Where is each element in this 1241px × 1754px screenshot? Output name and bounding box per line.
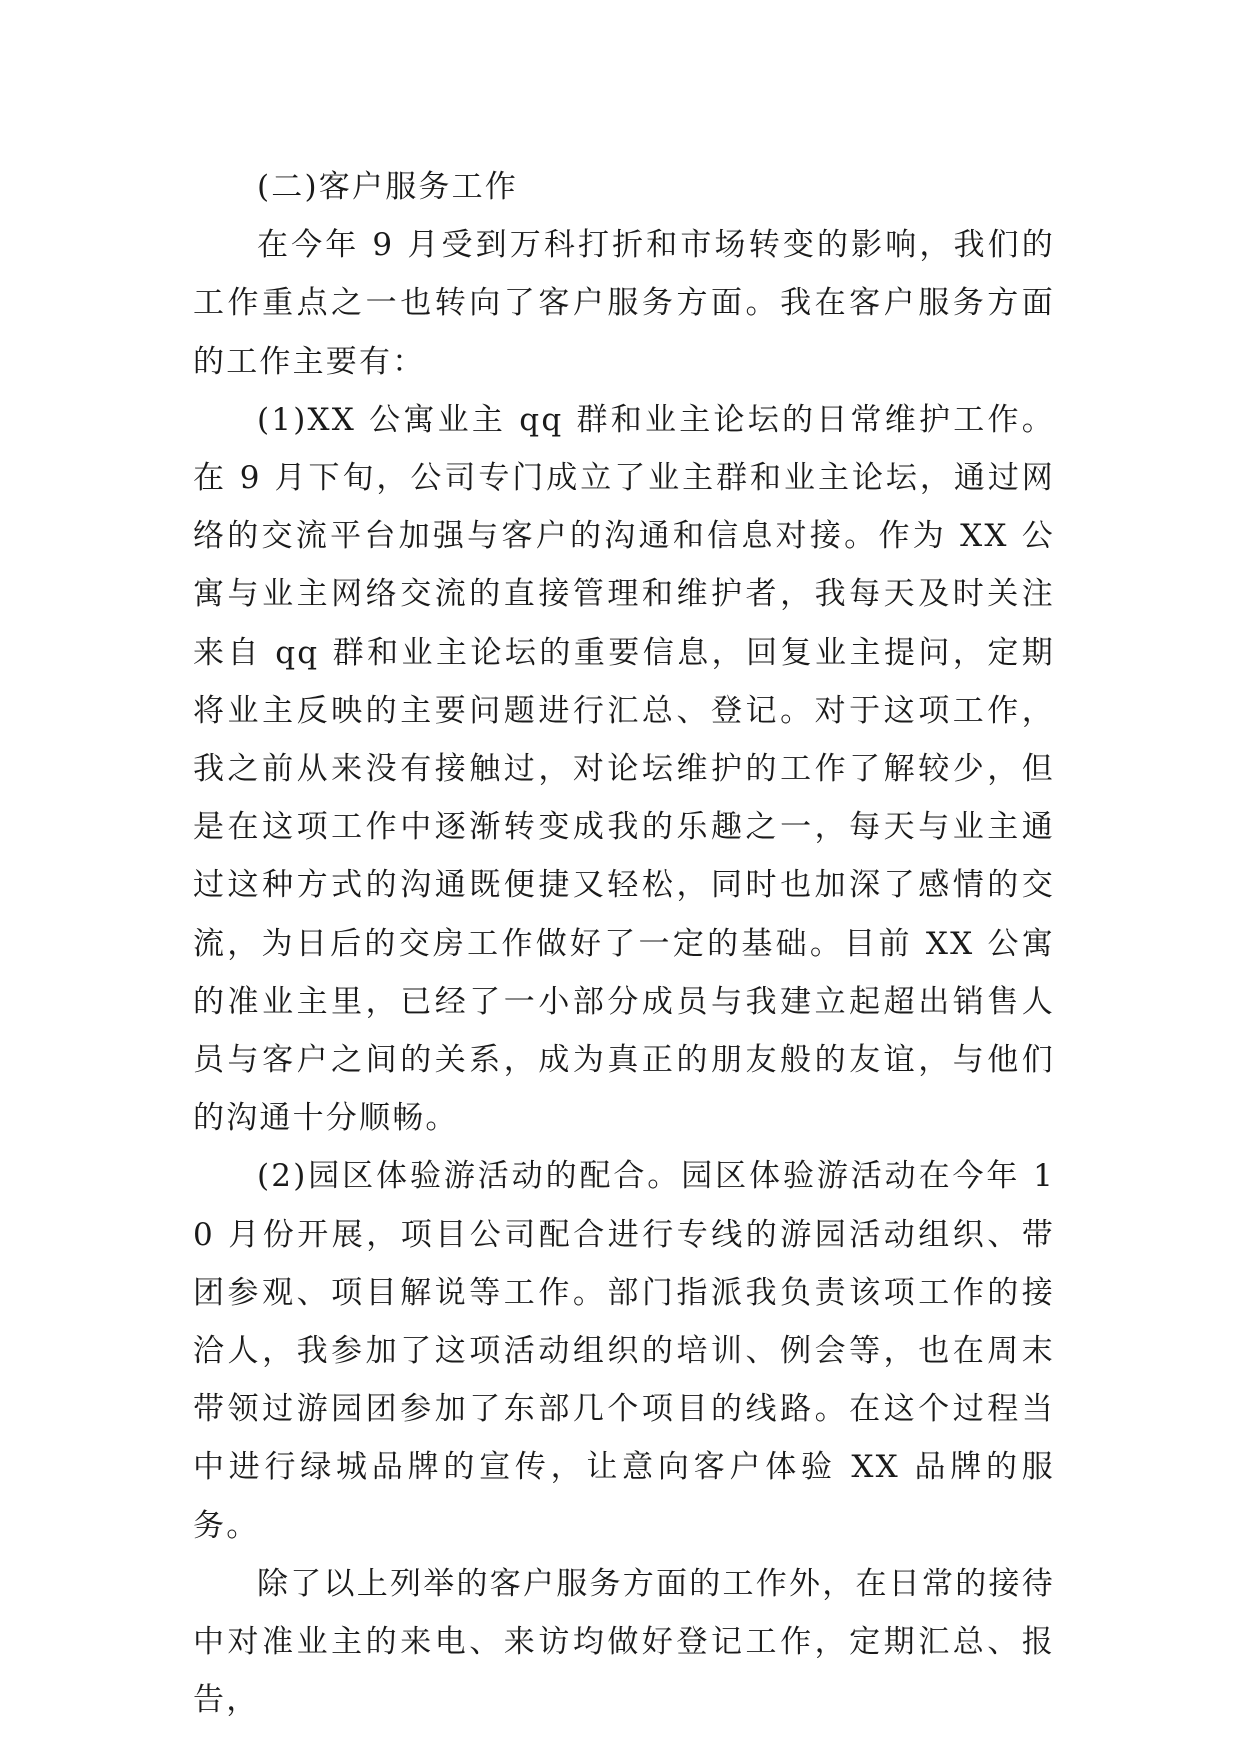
closing-paragraph: 除了以上列举的客户服务方面的工作外，在日常的接待中对准业主的来电、来访均做好登记工作，定期汇总、报告，	[193, 1565, 1055, 1719]
section-heading: (二)客户服务工作	[257, 169, 518, 205]
intro-paragraph: 在今年 9 月受到万科打折和市场转变的影响，我们的工作重点之一也转向了客户服务方面。我在客户服务方面的工作主要有：	[193, 227, 1055, 380]
document-body	[193, 158, 1055, 1729]
item-2-paragraph: (2)园区体验游活动的配合。园区体验游活动在今年 10 月份开展，项目公司配合进行专线的游园活动组织、带团参观、项目解说等工作。部门指派我负责该项工作的接洽人，我参加了这项活动组织的培训、例会等，也在周末带领过游园团参加了东部几个项目的线路。在这个过程当中进行绿城品牌的宣传，让意向客户体验 XX 品牌的服务。	[193, 1158, 1055, 1544]
item-1-paragraph: (1)XX 公寓业主 qq 群和业主论坛的日常维护工作。在 9 月下旬，公司专门成立了业主群和业主论坛，通过网络的交流平台加强与客户的沟通和信息对接。作为 XX 公寓与业主网络交流的直接管理和维护者，我每天及时关注来自 qq 群和业主论坛的重要信息，回复业主提问，定期将业主反映的主要问题进行汇总、登记。对于这项工作，我之前从来没有接触过，对论坛维护的工作了解较少，但是在这项工作中逐渐转变成我的乐趣之一，每天与业主通过这种方式的沟通既便捷又轻松，同时也加深了感情的交流，为日后的交房工作做好了一定的基础。目前 XX 公寓的准业主里，已经了一小部分成员与我建立起超出销售人员与客户之间的关系，成为真正的朋友般的友谊，与他们的沟通十分顺畅。	[193, 401, 1055, 1137]
